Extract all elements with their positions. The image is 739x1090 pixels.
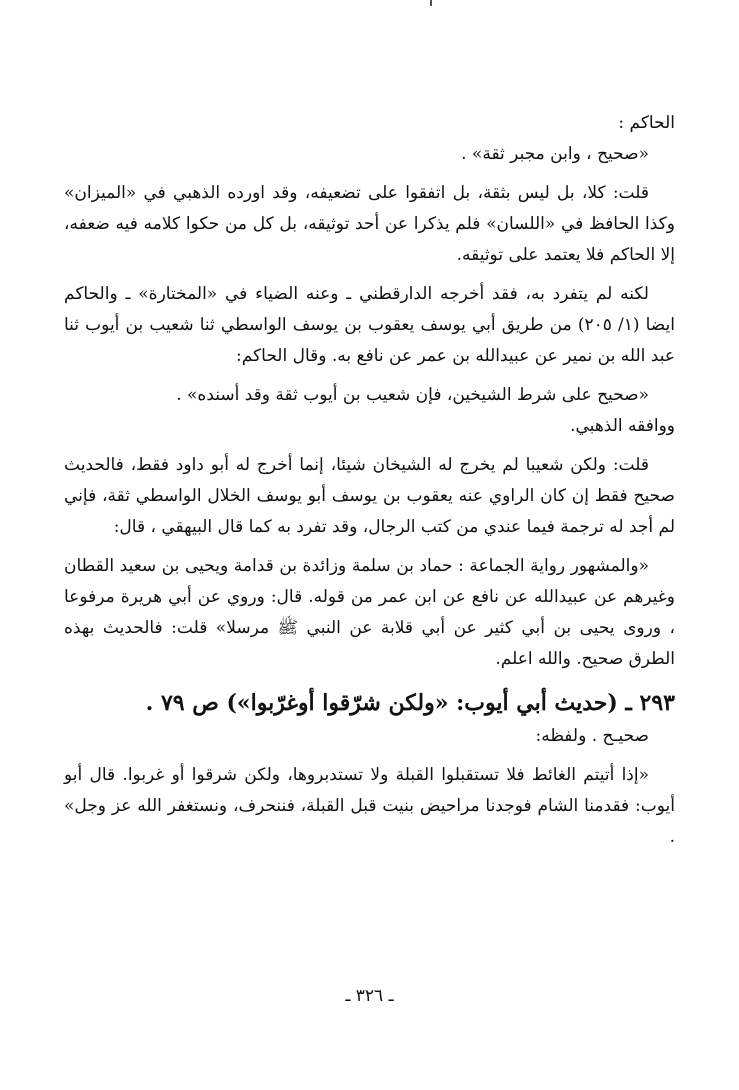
hadith-heading: [64, 685, 675, 721]
page-body: [64, 108, 675, 853]
hadith-number: ٢٩٣: [639, 690, 675, 716]
paragraph-dhahabi: ووافقه الذهبي.: [570, 416, 675, 436]
divider: [64, 372, 675, 380]
hadith-title: ـ (حديث أبي أيوب: «ولكن شرّقوا أوغرّبوا») ص ٧٩ .: [145, 690, 632, 716]
paragraph-hakim-label: الحاكم :: [618, 113, 675, 133]
paragraph-bayhaqi: «والمشهور رواية الجماعة : حماد بن سلمة وزائدة بن قدامة ويحيى بن سعيد القطان وغيرهم عن عبيدالله عن نافع عن ابن عمر من قوله. قال: وروي عن أبي هريرة مرفوعا ، وروى يحيى بن أبي كثير عن أبي قلابة عن النبي ﷺ مرسلا» قلت: فالحديث بهذه الطرق صحيح. والله اعلم.: [64, 556, 675, 669]
paragraph-sahih: صحيـح . ولفظه:: [535, 726, 649, 746]
paragraph-hakim-quote: «صحيح ، وابن مجبر ثقة» .: [461, 144, 649, 164]
paragraph-hadith-text: «إذا أتيتم الغائط فلا تستقبلوا القبلة ولا تستدبروها، ولكن شرقوا أو غربوا. قال أبو أيوب: فقدمنا الشام فوجدنا مراحيض بنيت قبل القبلة، فننحرف، ونستغفر الله عز وجل» .: [64, 765, 675, 847]
divider: [64, 442, 675, 450]
paragraph-isnad: لكنه لم يتفرد به، فقد أخرجه الدارقطني ـ وعنه الضياء في «المختارة» ـ والحاكم ايضا (١/ ٢٠٥) من طريق أبي يوسف يعقوب بن يوسف الواسطي ثنا شعيب بن أيوب ثنا عبد الله بن نمير عن عبيدالله بن عمر عن نافع به. وقال الحاكم:: [64, 284, 675, 366]
divider: [64, 271, 675, 279]
divider: [64, 752, 675, 760]
paragraph-hakim-verdict: «صحيح على شرط الشيخين، فإن شعيب بن أيوب ثقة وقد أسنده» .: [176, 385, 649, 405]
divider: [64, 170, 675, 178]
divider: [64, 543, 675, 551]
page-number: ـ ٣٢٦ ـ: [345, 986, 394, 1006]
paragraph-shuayb: قلت: ولكن شعيبا لم يخرج له الشيخان شيئا، إنما أخرج له أبو داود فقط، فالحديث صحيح فقط إن كان الراوي عنه يعقوب بن يوسف أبو يوسف الخلال الواسطي ثقة، فإني لم أجد له ترجمة فيما عندي من كتب الرجال، وقد تفرد به كما قال البيهقي ، قال:: [64, 455, 675, 537]
paragraph-critique: قلت: كلا، بل ليس بثقة، بل اتفقوا على تضعيفه، وقد اورده الذهبي في «الميزان» وكذا الحافظ في «اللسان» فلم يذكرا عن أحد توثيقه، بل كل من حكوا كلامه فيه ضعفه، إلا الحاكم فلا يعتمد على توثيقه.: [64, 183, 675, 265]
scan-mark: [430, 0, 432, 6]
